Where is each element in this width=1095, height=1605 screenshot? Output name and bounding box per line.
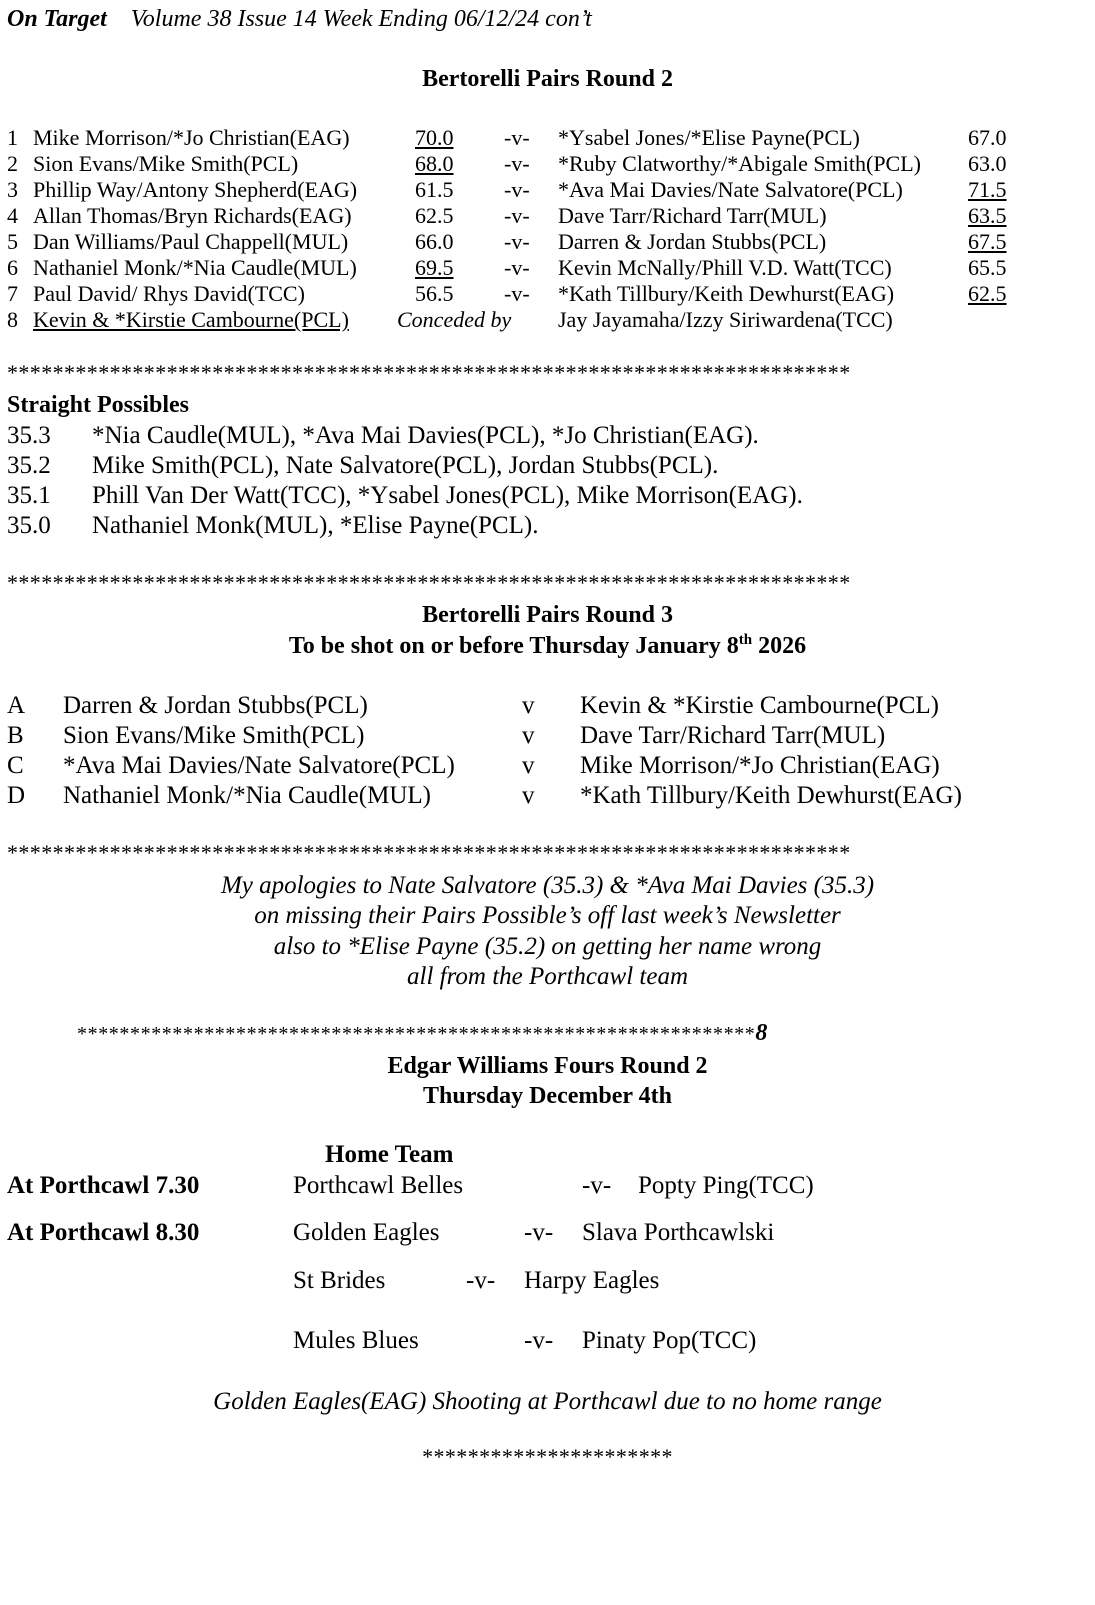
publication-name: On Target	[7, 6, 107, 32]
left-pair: *Ava Mai Davies/Nate Salvatore(PCL)	[63, 752, 455, 779]
page-number: 8	[755, 1020, 769, 1046]
vs-label: -v-	[582, 1172, 612, 1199]
home-team: St Brides	[293, 1267, 386, 1294]
vs-label: v	[522, 722, 535, 749]
page-marker	[77, 1020, 768, 1047]
left-pair: Dan Williams/Paul Chappell(MUL)	[33, 229, 349, 254]
possible-score: 35.2	[7, 452, 51, 479]
round3-title: Bertorelli Pairs Round 3	[422, 602, 673, 628]
possible-names: Phill Van Der Watt(TCC), *Ysabel Jones(PCL), Mike Morrison(EAG).	[92, 482, 803, 509]
right-score: 63.5	[968, 203, 1007, 228]
right-score: 67.0	[968, 125, 1007, 150]
round2-title: Bertorelli Pairs Round 2	[422, 66, 673, 92]
row-number: 6	[7, 255, 18, 280]
left-pair: Paul David/ Rhys David(TCC)	[33, 281, 305, 306]
left-score: 66.0	[415, 229, 454, 254]
left-pair: Phillip Way/Antony Shepherd(EAG)	[33, 177, 358, 202]
row-number: 7	[7, 281, 18, 306]
right-pair: *Kath Tillbury/Keith Dewhurst(EAG)	[580, 782, 962, 809]
possible-score: 35.3	[7, 422, 51, 449]
row-letter: B	[7, 722, 24, 749]
apology-line: also to *Elise Payne (35.2) on getting her name wrong	[273, 933, 822, 960]
vs-label: -v-	[504, 255, 530, 280]
left-pair: Allan Thomas/Bryn Richards(EAG)	[33, 203, 352, 228]
left-score: 70.0	[415, 125, 454, 150]
apology-line: My apologies to Nate Salvatore (35.3) & *Ava Mai Davies (35.3)	[220, 872, 875, 899]
right-score: 63.0	[968, 151, 1007, 176]
right-pair: Darren & Jordan Stubbs(PCL)	[558, 229, 827, 254]
issue-info: Volume 38 Issue 14 Week Ending 06/12/24 con’t	[130, 6, 592, 32]
vs-label: -v-	[504, 281, 530, 306]
row-letter: C	[7, 752, 24, 779]
fours-date: Thursday December 4th	[423, 1083, 672, 1109]
possibles-title: Straight Possibles	[7, 392, 190, 418]
right-pair: Kevin & *Kirstie Cambourne(PCL)	[580, 692, 939, 719]
away-team: Slava Porthcawlski	[582, 1219, 775, 1246]
right-score: 67.5	[968, 229, 1007, 254]
divider-stars: **********************	[422, 1444, 673, 1469]
vs-label: -v-	[504, 229, 530, 254]
apology-line: on missing their Pairs Possible’s off last week’s Newsletter	[254, 902, 841, 929]
page-header	[7, 6, 592, 33]
round3-subtitle	[0, 632, 1095, 660]
row-number: 3	[7, 177, 18, 202]
possible-names: Nathaniel Monk(MUL), *Elise Payne(PCL).	[92, 512, 539, 539]
possible-score: 35.1	[7, 482, 51, 509]
vs-label: v	[522, 752, 535, 779]
venue-label: At Porthcawl 8.30	[7, 1219, 200, 1246]
vs-label: -v-	[504, 125, 530, 150]
vs-label: -v-	[504, 177, 530, 202]
away-team: Pinaty Pop(TCC)	[582, 1327, 757, 1354]
vs-label: -v-	[524, 1327, 554, 1354]
left-pair: Nathaniel Monk/*Nia Caudle(MUL)	[63, 782, 431, 809]
left-pair: Kevin & *Kirstie Cambourne(PCL)	[33, 307, 349, 332]
home-team-label: Home Team	[325, 1141, 454, 1168]
round3-subtitle-sup: th	[738, 632, 753, 648]
row-number: 8	[7, 307, 18, 332]
row-letter: D	[7, 782, 26, 809]
right-pair: *Ysabel Jones/*Elise Payne(PCL)	[558, 125, 860, 150]
right-score: 71.5	[968, 177, 1007, 202]
possible-names: *Nia Caudle(MUL), *Ava Mai Davies(PCL), *Jo Christian(EAG).	[92, 422, 759, 449]
vs-label: -v-	[466, 1267, 496, 1294]
left-pair: Darren & Jordan Stubbs(PCL)	[63, 692, 368, 719]
right-pair: Dave Tarr/Richard Tarr(MUL)	[558, 203, 827, 228]
vs-label: v	[522, 692, 535, 719]
right-score: 62.5	[968, 281, 1007, 306]
home-team: Porthcawl Belles	[293, 1172, 464, 1199]
left-score: 61.5	[415, 177, 454, 202]
row-number: 2	[7, 151, 18, 176]
possible-names: Mike Smith(PCL), Nate Salvatore(PCL), Jordan Stubbs(PCL).	[92, 452, 719, 479]
right-pair: Kevin McNally/Phill V.D. Watt(TCC)	[558, 255, 892, 280]
home-team: Mules Blues	[293, 1327, 419, 1354]
left-score: 68.0	[415, 151, 454, 176]
away-team: Popty Ping(TCC)	[638, 1172, 814, 1199]
right-pair: *Kath Tillbury/Keith Dewhurst(EAG)	[558, 281, 895, 306]
fours-title: Edgar Williams Fours Round 2	[387, 1053, 708, 1079]
venue-label: At Porthcawl 7.30	[7, 1172, 200, 1199]
round3-subtitle-year: 2026	[752, 633, 807, 659]
divider-stars: **************************************************************************	[7, 360, 851, 385]
vs-label: v	[522, 782, 535, 809]
row-letter: A	[7, 692, 26, 719]
right-pair: Dave Tarr/Richard Tarr(MUL)	[580, 722, 886, 749]
away-team: Harpy Eagles	[524, 1267, 660, 1294]
right-pair: *Ava Mai Davies/Nate Salvatore(PCL)	[558, 177, 903, 202]
left-score: 69.5	[415, 255, 454, 280]
vs-label: -v-	[504, 151, 530, 176]
fours-note: Golden Eagles(EAG) Shooting at Porthcawl due to no home range	[213, 1388, 882, 1415]
apology-line: all from the Porthcawl team	[407, 963, 688, 990]
conceded-note: Conceded by	[397, 307, 512, 332]
right-pair: Jay Jayamaha/Izzy Siriwardena(TCC)	[558, 307, 893, 332]
left-score: 56.5	[415, 281, 454, 306]
home-team: Golden Eagles	[293, 1219, 440, 1246]
left-pair: Mike Morrison/*Jo Christian(EAG)	[33, 125, 350, 150]
left-pair: Sion Evans/Mike Smith(PCL)	[33, 151, 299, 176]
page-marker-stars: ****************************************************************	[77, 1023, 756, 1045]
left-pair: Sion Evans/Mike Smith(PCL)	[63, 722, 365, 749]
round3-subtitle-text: To be shot on or before Thursday January 8	[288, 633, 739, 659]
row-number: 1	[7, 125, 18, 150]
right-pair: *Ruby Clatworthy/*Abigale Smith(PCL)	[558, 151, 921, 176]
left-pair: Nathaniel Monk/*Nia Caudle(MUL)	[33, 255, 357, 280]
vs-label: -v-	[524, 1219, 554, 1246]
divider-stars: **************************************************************************	[7, 840, 851, 865]
possible-score: 35.0	[7, 512, 51, 539]
row-number: 5	[7, 229, 18, 254]
row-number: 4	[7, 203, 18, 228]
right-pair: Mike Morrison/*Jo Christian(EAG)	[580, 752, 940, 779]
divider-stars: **************************************************************************	[7, 570, 851, 595]
left-score: 62.5	[415, 203, 454, 228]
right-score: 65.5	[968, 255, 1007, 280]
vs-label: -v-	[504, 203, 530, 228]
